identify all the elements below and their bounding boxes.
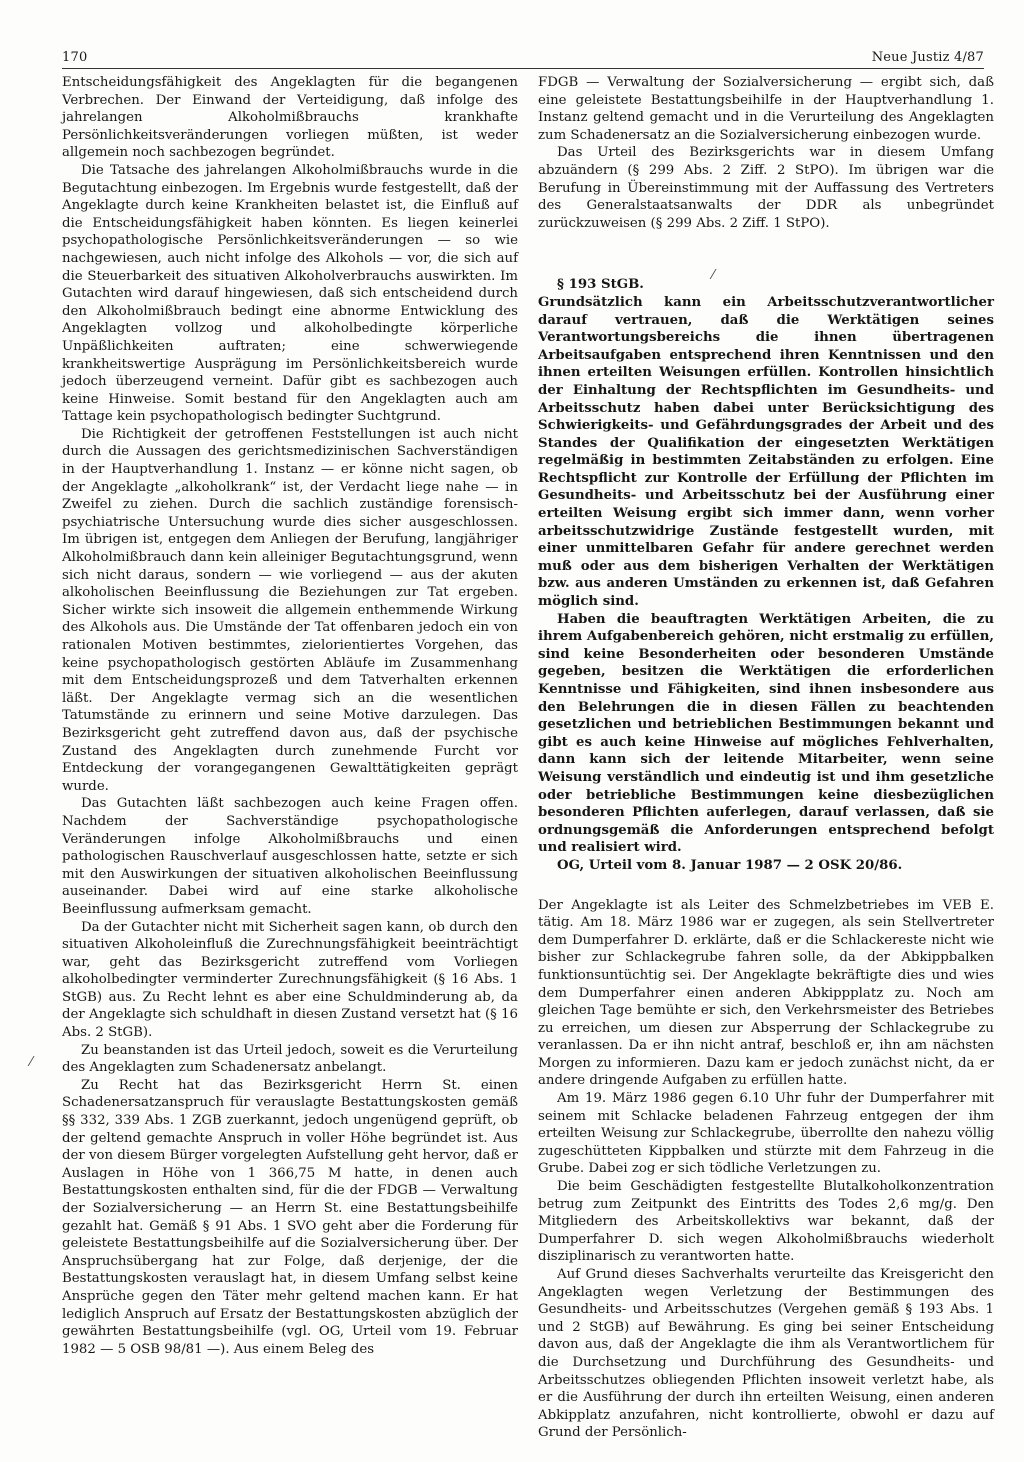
ruling-block <box>538 276 994 874</box>
paragraph: Zu Recht hat das Bezirksgericht Herrn St. einen Schadenersatzanspruch für verauslagte Bestattungskosten gemäß §§ 332, 339 Abs. 1 ZGB zuerkannt, jedoch ungenügend geprüft, ob der geltend gemachte Anspruch in voller Höhe begründet ist. Aus der von diesem Bürger vorgelegten Aufstellung geht hervor, daß er Auslagen in Höhe von 1 366,75 M hatte, in denen auch Bestattungskosten enthalten sind, für die der FDGB — Verwaltung der Sozialversicherung — an Herrn St. eine Bestattungsbeihilfe gezahlt hat. Gemäß § 91 Abs. 1 SVO geht aber die Forderung für geleistete Bestattungsbeihilfe auf die Sozialversicherung über. Der Anspruchsübergang hat zur Folge, daß derjenige, der die Bestattungskosten verauslagt hat, in diesem Umfang selbst keine Ansprüche gegen den Täter mehr geltend machen kann. Er hat lediglich Anspruch auf Ersatz der Bestattungskosten abzüglich der gewährten Bestattungsbeihilfe (vgl. OG, Urteil vom 19. Februar 1982 — 5 OSB 98/81 —). Aus einem Beleg des <box>62 1077 518 1357</box>
journal-title: Neue Justiz 4/87 <box>871 50 984 65</box>
paragraph: FDGB — Verwaltung der Sozialversicherung — ergibt sich, daß eine geleistete Bestattungsbeihilfe in der Hauptverhandlung 1. Instanz geltend gemacht und in die Verurteilung des Angeklagten zum Schadenersatz an die Sozialversicherung einbezogen wurde. <box>538 75 994 143</box>
headnote: Haben die beauftragten Werktätigen Arbeiten, die zu ihrem Aufgabenbereich gehören, nicht erstmalig zu erfüllen, sind keine Besonderheiten oder besonderen Umstände gegeben, besitzen die Werktätigen die erforderlichen Kenntnisse und Fähigkeiten, sind ihnen insbesondere aus den Belehrungen die in diesen Fällen zu beachtenden gesetzlichen und betrieblichen Bestimmungen bekannt und gibt es auch keine Hinweise auf mögliches Fehlverhalten, dann kann sich der leitende Mitarbeiter, wenn seine Weisung verständlich und eindeutig ist und ihm gesetzliche oder betriebliche Bestimmungen keine diesbezüglichen besonderen Pflichten auferlegen, darauf verlassen, daß sie ordnungsgemäß die Anforderungen entsprechend befolgt und realisiert wird. <box>538 611 994 856</box>
spacer <box>538 232 994 276</box>
headnote: Grundsätzlich kann ein Arbeitsschutzverantwortlicher darauf vertrauen, daß die Werktätigen seines Verantwortungsbereichs die ihnen übertragenen Arbeitsaufgaben entsprechend ihren Kenntnissen und den ihnen erteilten Weisungen erfüllen. Kontrollen hinsichtlich der Einhaltung der Rechtspflichten im Gesundheits- und Arbeitsschutz haben dabei unter Berücksichtigung des Schwierigkeits- und Gefährdungsgrades der Arbeit und des Standes der Qualifikation der eingesetzten Werktätigen regelmäßig in bestimmten Zeitabständen zu erfolgen. Eine Rechtspflicht zur Kontrolle der Erfüllung der Pflichten im Gesundheits- und Arbeitsschutz bei der Ausführung einer erteilten Weisung ergibt sich immer dann, wenn vorher arbeitsschutzwidrige Zustände festgestellt wurden, mit einer unmittelbaren Gefahr für andere gerechnet werden muß oder aus dem bisherigen Verhalten der Werktätigen bzw. aus anderen Umständen zu erkennen ist, daß Gefahren möglich sind. <box>538 294 994 610</box>
page-number: 170 <box>62 50 88 65</box>
paragraph: Zu beanstanden ist das Urteil jedoch, soweit es die Verurteilung des Angeklagten zum Schadenersatz anbelangt. <box>62 1042 518 1076</box>
paragraph: Das Gutachten läßt sachbezogen auch keine Fragen offen. Nachdem der Sachverständige psychopathologische Veränderungen infolge Alkoholmißbrauchs und einen pathologischen Rauschverlauf ausgeschlossen hatte, setzte er sich mit den Auswirkungen der situativen alkoholischen Beeinflussung auseinander. Dabei wird auf eine starke alkoholische Beeinflussung aufmerksam gemacht. <box>62 796 518 917</box>
header-rule <box>62 68 984 69</box>
paragraph: Die beim Geschädigten festgestellte Blutalkoholkonzentration betrug zum Zeitpunkt des Eintritts des Todes 2,6 mg/g. Den Mitgliedern des Arbeitskollektivs war bekannt, daß der Dumperfahrer D. sich wegen Alkoholmißbrauchs wiederholt disziplinarisch zu verantworten hatte. <box>538 1179 994 1265</box>
paragraph: Da der Gutachter nicht mit Sicherheit sagen kann, ob durch den situativen Alkoholeinfluß die Zurechnungsfähigkeit beeinträchtigt war, geht das Bezirksgericht zutreffend vom Vorliegen alkoholbedingter verminderter Zurechnungsfähigkeit (§ 16 Abs. 1 StGB) aus. Zu Recht lehnt es aber eine Schuldminderung ab, da der Angeklagte sich schuldhaft in diesen Zustand versetzt hat (§ 16 Abs. 2 StGB). <box>62 919 518 1041</box>
paragraph: Auf Grund dieses Sachverhalts verurteilte das Kreisgericht den Angeklagten wegen Verletzung der Bestimmungen des Gesundheits- und Arbeitsschutzes (Vergehen gemäß § 193 Abs. 1 und 2 StGB) auf Bewährung. Es ging bei seiner Entscheidung davon aus, daß der Angeklagte die ihm als Verantwortlichem für die Durchsetzung und Durchführung des Gesundheits- und Arbeitsschutzes obliegenden Pflichten insoweit verletzt habe, als er die Ausführung der durch ihn erteilten Weisung, einen anderen Abkipplatz anzufahren, nicht kontrollierte, obwohl er dazu auf Grund der Persönlich- <box>538 1267 994 1441</box>
spacer <box>538 875 994 897</box>
paragraph: Entscheidungsfähigkeit des Angeklagten für die begangenen Verbrechen. Der Einwand der Verteidigung, daß infolge des jahrelangen Alkoholmißbrauchs krankhafte Persönlichkeitsveränderungen vorliegen müßten, ist weder allgemein noch sachbezogen begründet. <box>62 75 518 161</box>
pencil-mark: ⁄ <box>30 1055 33 1070</box>
right-column <box>538 74 994 1442</box>
paragraph: Der Angeklagte ist als Leiter des Schmelzbetriebes im VEB E. tätig. Am 18. März 1986 war er zugegen, als sein Stellvertreter dem Dumperfahrer D. erklärte, daß er die Schlackereste nicht wie bisher zur Schlackegrube fahren solle, da der Abkippbalken funktionsuntüchtig sei. Der Angeklagte bekräftigte dies und wies dem Dumperfahrer einen anderen Abkippplatz zu. Noch am gleichen Tage bemühte er sich, den Verkehrsmeister des Betriebes zu erreichen, um diesen zur Absperrung der Schlackegrube zu veranlassen. Da er ihn nicht antraf, beschloß er, ihn am nächsten Morgen zu informieren. Dazu kam er jedoch zunächst nicht, da er andere dringende Aufgaben zu erfüllen hatte. <box>538 897 994 1089</box>
paragraph: Am 19. März 1986 gegen 6.10 Uhr fuhr der Dumperfahrer mit seinem mit Schlacke beladenen Fahrzeug entgegen der ihm erteilten Weisung zur Schlackegrube, überrollte den nahezu völlig zugeschütteten Kippbalken und stürzte mit dem Fahrzeug in die Grube. Dabei zog er sich tödliche Verletzungen zu. <box>538 1091 994 1177</box>
paragraph: Das Urteil des Bezirksgerichts war in diesem Umfang abzuändern (§ 299 Abs. 2 Ziff. 2 StPO). Im übrigen war die Berufung in Übereinstimmung mit der Auffassung des Vertreters des Generalstaatsanwalts der DDR als unbegründet zurückzuweisen (§ 299 Abs. 2 Ziff. 1 StPO). <box>538 145 994 231</box>
ruling-heading: § 193 StGB. <box>557 277 644 293</box>
ruling-citation: OG, Urteil vom 8. Januar 1987 — 2 OSK 20/86. <box>557 857 903 873</box>
paragraph: Die Richtigkeit der getroffenen Feststellungen ist auch nicht durch die Aussagen des gerichtsmedizinischen Sachverständigen in der Hauptverhandlung 1. Instanz — er könne nicht sagen, ob der Angeklagte „alkoholkrank“ ist, der Verdacht liege nahe — in Zweifel zu ziehen. Durch die sachlich zuständige forensisch-psychiatrische Untersuchung wurde dies sicher ausgeschlossen. Im übrigen ist, entgegen dem Anliegen der Berufung, langjähriger Alkoholmißbrauch dann kein alleiniger Begutachtungsgrund, wenn sich nicht daraus, sondern — wie vorliegend — aus der akuten alkoholischen Beeinflussung die Beziehungen zur Tat ergeben. Sicher wirkte sich insoweit die allgemein enthemmende Wirkung des Alkohols aus. Die Umstände der Tat offenbaren jedoch ein von rationalen Motiven bestimmtes, zielorientiertes Vorgehen, das keine psychopathologisch gestörten Abläufe im Zusammenhang mit dem Entscheidungsprozeß und dem Tatverhalten erkennen läßt. Der Angeklagte vermag sich an die wesentlichen Tatumstände zu erinnern und seine Motive darzulegen. Das Bezirksgericht geht zutreffend davon aus, daß der psychische Zustand des Angeklagten durch zunehmende Furcht vor Entdeckung der vorangegangenen Gewalttätigkeiten geprägt wurde. <box>62 426 518 794</box>
paragraph: Die Tatsache des jahrelangen Alkoholmißbrauchs wurde in die Begutachtung einbezogen. Im Ergebnis wurde festgestellt, daß der Angeklagte durch keine Krankheiten belastet ist, die Einfluß auf die Entscheidungsfähigkeit haben könnten. Es liegen keinerlei psychopathologische Persönlichkeitsveränderungen — so wie nachgewiesen, auch nicht infolge des Alkohols — vor, die sich auf die Steuerbarkeit des situativen Alkoholverbrauchs auswirkten. Im Gutachten wird darauf hingewiesen, daß sich entscheidend durch den Alkoholmißbrauch bedingt eine abnorme Entwicklung des Angeklagten vollzog und alkoholbedingte körperliche Unpäßlichkeiten auftraten; eine schwerwiegende krankheitswertige Ausprägung im Persönlichkeitsbereich wurde jedoch überzeugend verneint. Dafür gibt es sachbezogen auch keine Hinweise. Somit bestand für den Angeklagten auch am Tattage kein psychopathologisch bedingter Suchtgrund. <box>62 162 518 425</box>
pencil-mark: ⁄ <box>712 268 715 283</box>
left-column <box>62 74 518 1358</box>
